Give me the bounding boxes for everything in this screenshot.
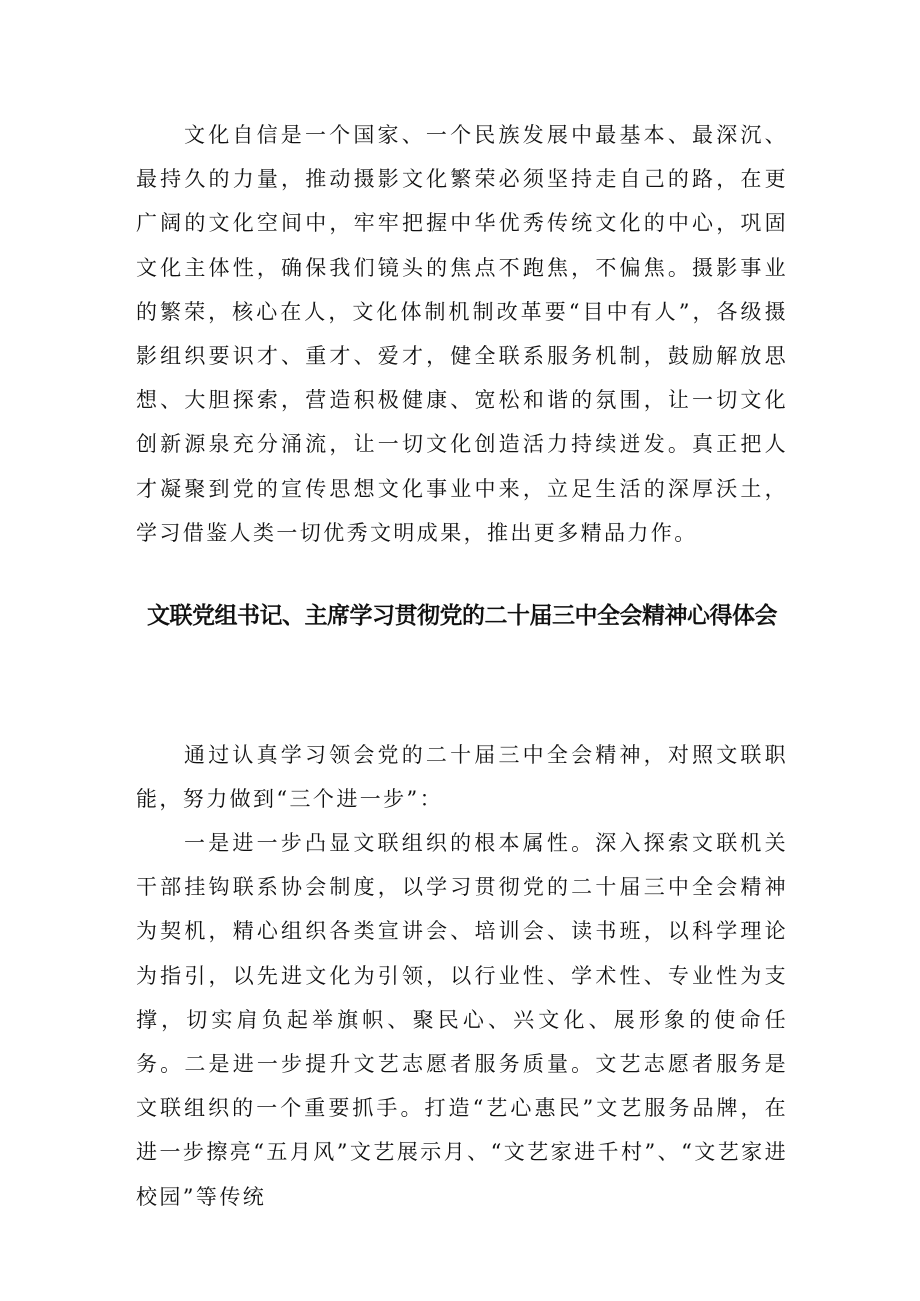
body-paragraph-3: 一是进一步凸显文联组织的根本属性。深入探索文联机关干部挂钩联系协会制度，以学习贯彻党的二十届三中全会精神为契机，精心组织各类宣讲会、培训会、读书班，以科学理论为指引，以先进文化为引领，以行业性、学术性、专业性为支撑，切实肩负起举旗帜、聚民心、兴文化、展形象的使命任务。二是进一步提升文艺志愿者服务质量。文艺志愿者服务是文联组织的一个重要抓手。打造“艺心惠民”文艺服务品牌，在进一步擦亮“五月风”文艺展示月、“文艺家进千村”、“文艺家进校园”等传统 [136, 831, 788, 1209]
section-title: 文联党组书记、主席学习贯彻党的二十届三中全会精神心得体会 [147, 603, 777, 629]
body-paragraph-1: 文化自信是一个国家、一个民族发展中最基本、最深沉、最持久的力量，推动摄影文化繁荣必须坚持走自己的路，在更广阔的文化空间中，牢牢把握中华优秀传统文化的中心，巩固文化主体性，确保我们镜头的焦点不跑焦，不偏焦。摄影事业的繁荣，核心在人，文化体制机制改革要“目中有人”，各级摄影组织要识才、重才、爱才，健全联系服务机制，鼓励解放思想、大胆探索，营造积极健康、宽松和谐的氛围，让一切文化创新源泉充分涌流，让一切文化创造活力持续迸发。真正把人才凝聚到党的宣传思想文化事业中来，立足生活的深厚沃土，学习借鉴人类一切优秀文明成果，推出更多精品力作。 [136, 123, 788, 545]
body-paragraph-2: 通过认真学习领会党的二十届三中全会精神，对照文联职能，努力做到“三个进一步”： [136, 743, 788, 812]
